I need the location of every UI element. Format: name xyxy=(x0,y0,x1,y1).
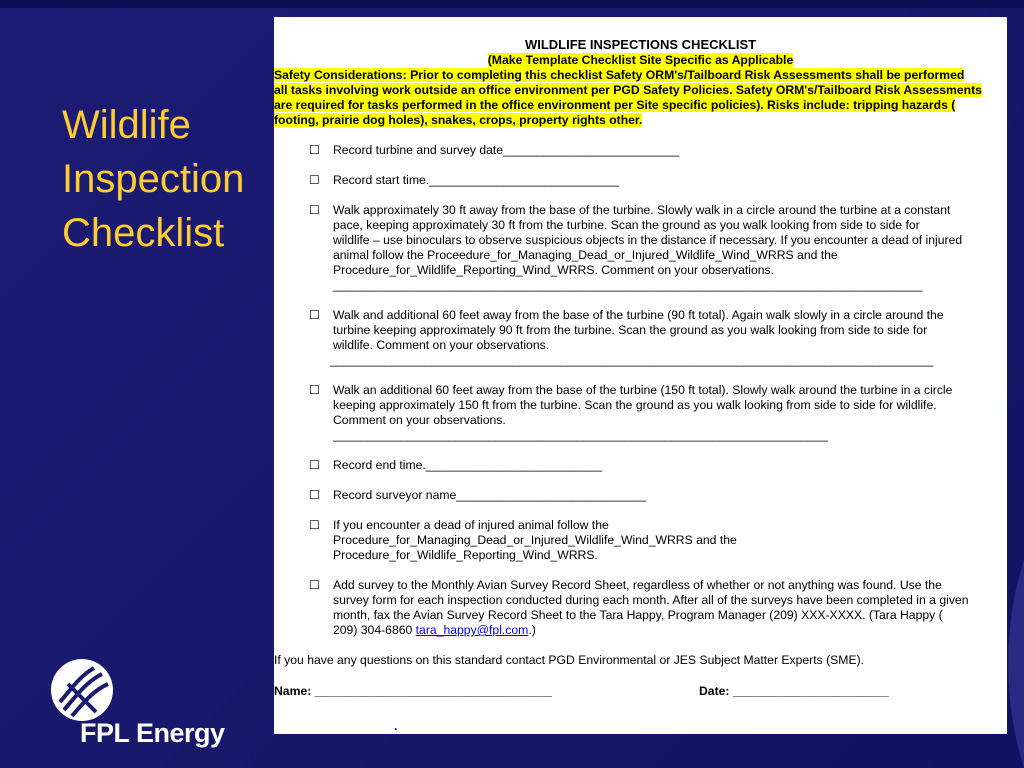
item-text: If you encounter a dead of injured animal follow the xyxy=(333,518,609,532)
checkbox-icon[interactable]: ☐ xyxy=(309,383,320,397)
checklist-item xyxy=(274,203,1007,293)
title-line: Wildlife xyxy=(62,103,191,147)
item-text: Comment on your observations. xyxy=(333,413,506,427)
safety-line: are required for tasks performed in the office environment per Site specific policies). Risks include: tripping hazards ( xyxy=(274,98,956,112)
item-text: wildlife. Comment on your observations. xyxy=(333,338,550,352)
safety-line: footing, prairie dog holes), snakes, crops, property rights other. xyxy=(274,113,643,127)
checkbox-icon[interactable]: ☐ xyxy=(309,518,320,532)
safety-line: Safety Considerations: Prior to completing this checklist Safety ORM's/Tailboard Risk Assessments shall be performed xyxy=(274,68,965,82)
checklist-item xyxy=(274,143,1007,158)
title-line: Checklist xyxy=(62,211,225,255)
item-text: animal follow the Proceedure_for_Managing_Dead_or_Injured_Wildlife_Wind_WRRS and the xyxy=(333,248,838,262)
checklist-item xyxy=(274,383,1007,443)
item-text: Add survey to the Monthly Avian Survey Record Sheet, regardless of whether or not anything was found. Use the xyxy=(333,578,942,592)
item-text: month, fax the Avian Survey Record Sheet to the Tara Happy, Program Manager (209) XXX-XXXX. (Tara Happy ( xyxy=(333,608,943,622)
comment-line[interactable]: _______________________________________________________________________________________ xyxy=(333,278,923,292)
checklist-item xyxy=(274,308,1007,368)
name-field[interactable]: Name: ___________________________________ xyxy=(274,684,552,698)
safety-line: all tasks involving work outside an office environment per PGD Safety Policies. Safety ORM's/Tailboard Risk Assessments xyxy=(274,83,982,97)
document-subtitle: (Make Template Checklist Site Specific as Applicable xyxy=(487,53,794,67)
comment-line[interactable]: _________________________________________________________________________ xyxy=(333,428,828,442)
checklist-item xyxy=(274,458,1007,473)
email-link[interactable]: tara_happy@fpl.com xyxy=(415,623,529,637)
item-text: Walk approximately 30 ft away from the base of the turbine. Slowly walk in a circle around the turbine at a constant xyxy=(333,203,951,217)
comment-line[interactable]: _________________________________________________________________________________________ xyxy=(330,353,934,367)
safety-considerations xyxy=(274,68,1007,128)
logo-wordmark: FPL Energy xyxy=(80,718,225,748)
checklist-item xyxy=(274,578,1007,638)
document-subtitle-row xyxy=(274,53,1007,68)
item-text: wildlife – use binoculars to observe suspicious objects in the distance if necessary. If you encounter a dead of injured xyxy=(333,233,963,247)
top-border xyxy=(0,0,1024,8)
checklist-document xyxy=(274,17,1007,734)
item-text: pace, keeping approximately 30 ft from the turbine. Scan the ground as you walk looking from side to side for xyxy=(333,218,920,232)
item-text: Record end time.__________________________ xyxy=(333,458,603,472)
checklist-items xyxy=(274,143,1007,638)
signature-row xyxy=(274,684,1007,699)
checkbox-icon[interactable]: ☐ xyxy=(309,173,320,187)
title-line: Inspection xyxy=(62,157,245,201)
item-text: turbine keeping approximately 90 ft from the turbine. Scan the ground as you walk looking from side to side for xyxy=(333,323,928,337)
checklist-item xyxy=(274,173,1007,188)
checkbox-icon[interactable]: ☐ xyxy=(309,308,320,322)
item-text: Walk and additional 60 feet away from the base of the turbine (90 ft total). Again walk slowly in a circle around the xyxy=(333,308,944,322)
item-text: Procedure_for_Wildlife_Reporting_Wind_WRRS. Comment on your observations. xyxy=(333,263,774,277)
item-text: Walk an additional 60 feet away from the base of the turbine (150 ft total). Slowly walk around the turbine in a circle xyxy=(333,383,953,397)
checkbox-icon[interactable]: ☐ xyxy=(309,578,320,592)
item-text: keeping approximately 150 ft from the turbine. Scan the ground as you walk looking from side to side for wildlife. xyxy=(333,398,937,412)
date-field[interactable]: Date: _______________________ xyxy=(699,684,889,698)
checkbox-icon[interactable]: ☐ xyxy=(309,143,320,157)
checklist-item xyxy=(274,518,1007,563)
item-text: 209) 304-6860 xyxy=(333,623,416,637)
checkbox-icon[interactable]: ☐ xyxy=(309,203,320,217)
document-title: WILDLIFE INSPECTIONS CHECKLIST xyxy=(524,37,757,52)
item-text: Record start time.____________________________ xyxy=(333,173,619,187)
item-text: Procedure_for_Managing_Dead_or_Injured_Wildlife_Wind_WRRS and the xyxy=(333,533,737,547)
item-text-row xyxy=(333,623,1005,638)
email-suffix: .) xyxy=(528,623,536,637)
contact-line: If you have any questions on this standard contact PGD Environmental or JES Subject Matter Experts (SME). xyxy=(274,653,865,667)
item-text: Procedure_for_Wildlife_Reporting_Wind_WRRS. xyxy=(333,548,598,562)
slide-title xyxy=(62,98,282,260)
trailing-mark: . xyxy=(394,719,398,733)
checkbox-icon[interactable]: ☐ xyxy=(309,458,320,472)
checklist-item xyxy=(274,488,1007,503)
item-text: Record surveyor name____________________________ xyxy=(333,488,647,502)
checkbox-icon[interactable]: ☐ xyxy=(309,488,320,502)
item-text: survey form for each inspection conducted during each month. After all of the surveys have been completed in a given xyxy=(333,593,969,607)
item-text: Record turbine and survey date__________________________ xyxy=(333,143,680,157)
